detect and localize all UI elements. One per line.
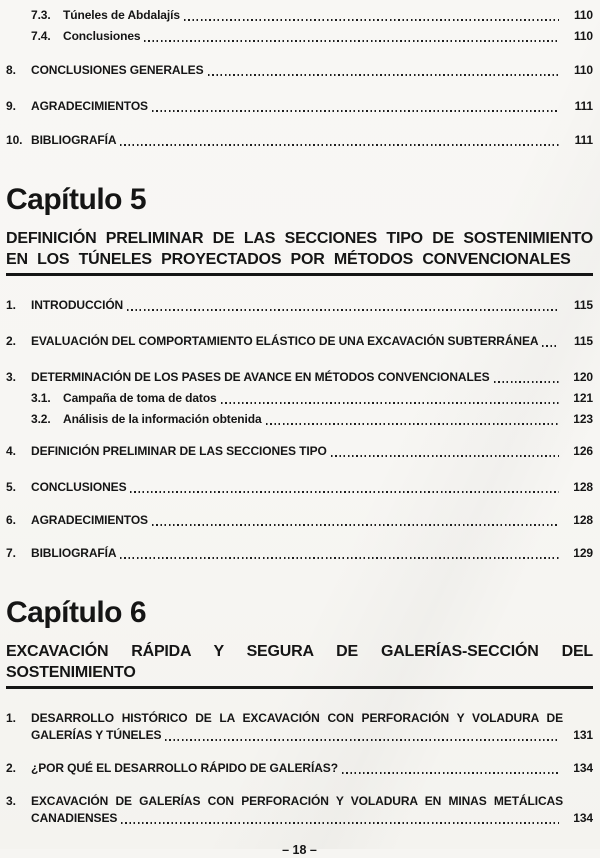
toc-item-number: 3. [6, 794, 16, 808]
dot-leader [152, 110, 559, 112]
toc-item-number: 3.2. [31, 412, 51, 426]
toc-item-label-line2: GALERÍAS Y TÚNELES [31, 728, 162, 742]
dot-leader [184, 19, 559, 21]
toc-item-label: EVALUACIÓN DEL COMPORTAMIENTO ELÁSTICO DE UNA EXCAVACIÓN SUBTERRÁNEA [31, 334, 539, 348]
toc-item-label: AGRADECIMIENTOS [31, 99, 148, 113]
toc-page-number: 126 [573, 444, 593, 458]
toc-page-number: 128 [573, 513, 593, 527]
toc-item-label: INTRODUCCIÓN [31, 298, 124, 312]
toc-row [6, 513, 593, 528]
toc-page-number: 115 [573, 298, 593, 312]
toc-item-label-line2: CANADIENSES [31, 811, 118, 825]
chapter5-title-line1: DEFINICIÓN PRELIMINAR DE LAS SECCIONES TIPO DE SOSTENIMIENTO [6, 230, 593, 247]
toc-item-number: 3. [6, 370, 16, 384]
dot-leader [331, 455, 559, 457]
dot-leader [494, 381, 559, 383]
dot-leader [208, 74, 560, 76]
chapter5-heading: Capítulo 5 [6, 183, 147, 216]
toc-previous-chapter [6, 8, 593, 148]
dot-leader [127, 309, 559, 311]
toc-page-number: 110 [573, 8, 593, 22]
toc-item-label: ¿POR QUÉ EL DESARROLLO RÁPIDO DE GALERÍAS? [31, 761, 338, 775]
toc-row [31, 412, 593, 427]
toc-row [6, 711, 593, 726]
toc-item-number: 8. [6, 63, 16, 77]
toc-item-number: 6. [6, 513, 16, 527]
toc-item-number: 9. [6, 99, 16, 113]
dot-leader [342, 772, 559, 774]
toc-item-label: DEFINICIÓN PRELIMINAR DE LAS SECCIONES TIPO [31, 444, 327, 458]
toc-item-number: 5. [6, 480, 16, 494]
chapter6-title-line2: SOSTENIMIENTO [6, 664, 136, 681]
chapter5-title-line2: EN LOS TÚNELES PROYECTADOS POR MÉTODOS CONVENCIONALES [6, 251, 571, 268]
toc-item-number: 2. [6, 761, 16, 775]
toc-page-number: 120 [573, 370, 593, 384]
toc-row [6, 480, 593, 495]
dot-leader [121, 822, 559, 824]
toc-page-number: 134 [573, 761, 593, 775]
toc-item-number: 7.4. [31, 29, 51, 43]
toc-item-label: BIBLIOGRAFÍA [31, 546, 117, 560]
toc-row [6, 99, 593, 114]
toc-page-number: 128 [573, 480, 593, 494]
chapter5-title [6, 228, 593, 276]
toc-page-number: 134 [573, 811, 593, 825]
toc-row [6, 444, 593, 459]
chapter6-section [6, 597, 593, 826]
toc-item-label: AGRADECIMIENTOS [31, 513, 148, 527]
toc-row [31, 391, 593, 406]
toc-row [6, 370, 593, 385]
toc-page-number: 129 [573, 546, 593, 560]
toc-page-number: 123 [573, 412, 593, 426]
dot-leader [221, 402, 559, 404]
dot-leader [152, 524, 559, 526]
toc-item-label: Análisis de la información obtenida [63, 412, 262, 426]
toc-row [6, 761, 593, 776]
toc-item-label: Campaña de toma de datos [63, 391, 217, 405]
toc-row [31, 8, 593, 23]
toc-page-number: 110 [573, 29, 593, 43]
toc-item-label: CONCLUSIONES GENERALES [31, 63, 204, 77]
dot-leader [120, 557, 559, 559]
toc-page-number: 121 [573, 391, 593, 405]
toc-row [6, 546, 593, 561]
dot-leader [542, 345, 559, 347]
toc-item-number: 3.1. [31, 391, 51, 405]
chapter6-heading: Capítulo 6 [6, 596, 147, 629]
toc-row-continuation [6, 728, 593, 743]
toc-item-label: Túneles de Abdalajís [63, 8, 180, 22]
toc-item-label: BIBLIOGRAFÍA [31, 133, 117, 147]
toc-row-continuation [6, 811, 593, 826]
toc-item-label: CONCLUSIONES [31, 480, 127, 494]
toc-page-number: 115 [573, 334, 593, 348]
toc-row [6, 63, 593, 78]
toc-row [6, 794, 593, 809]
toc-row [6, 334, 593, 349]
page-number-footer: – 18 – [282, 843, 317, 857]
toc-item-number: 7.3. [31, 8, 51, 22]
toc-item-number: 1. [6, 711, 16, 725]
toc-item-number: 4. [6, 444, 16, 458]
toc-item-number: 1. [6, 298, 16, 312]
toc-page-number: 131 [573, 728, 593, 742]
dot-leader [266, 423, 559, 425]
toc-page-number: 111 [574, 133, 593, 147]
toc-item-label-line1: EXCAVACIÓN DE GALERÍAS CON PERFORACIÓN Y VOLADURA EN MINAS METÁLICAS [31, 794, 563, 808]
toc-item-label-line1: DESARROLLO HISTÓRICO DE LA EXCAVACIÓN CON PERFORACIÓN Y VOLADURA DE [31, 711, 563, 725]
dot-leader [130, 491, 559, 493]
chapter6-title [6, 641, 593, 689]
toc-item-number: 10. [6, 133, 23, 147]
toc-item-number: 7. [6, 546, 16, 560]
chapter5-section [6, 184, 593, 561]
toc-item-label: DETERMINACIÓN DE LOS PASES DE AVANCE EN MÉTODOS CONVENCIONALES [31, 370, 490, 384]
dot-leader [120, 144, 559, 146]
toc-page-number: 110 [573, 63, 593, 77]
toc-row [6, 133, 593, 148]
toc-item-label: Conclusiones [63, 29, 141, 43]
toc-row [31, 29, 593, 44]
toc-row [6, 298, 593, 313]
chapter6-title-line1: EXCAVACIÓN RÁPIDA Y SEGURA DE GALERÍAS-SECCIÓN DEL [6, 643, 593, 660]
toc-item-number: 2. [6, 334, 16, 348]
dot-leader [165, 739, 559, 741]
toc-page-number: 111 [574, 99, 593, 113]
dot-leader [144, 40, 559, 42]
